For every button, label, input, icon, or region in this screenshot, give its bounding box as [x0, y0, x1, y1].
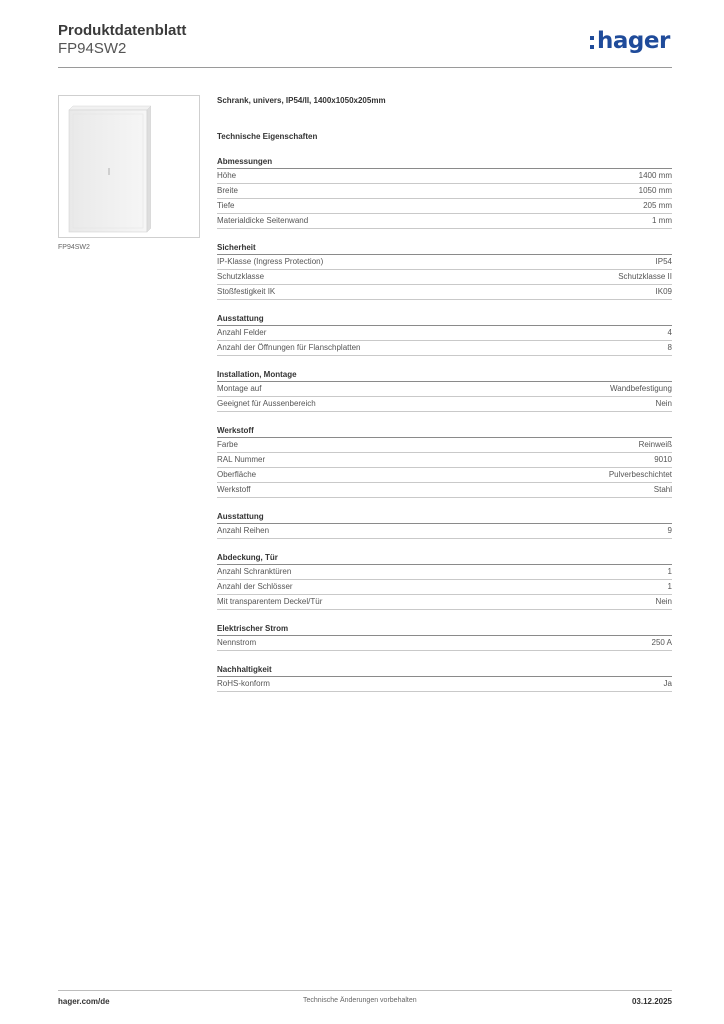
spec-group — [217, 313, 672, 356]
spec-group — [217, 664, 672, 692]
spec-label: Anzahl Reihen — [217, 526, 270, 535]
image-caption: FP94SW2 — [58, 244, 90, 251]
spec-value: Pulverbeschichtet — [608, 470, 672, 479]
footer-website: hager.com/de — [58, 997, 110, 1006]
spec-row — [217, 341, 672, 356]
spec-label: Höhe — [217, 171, 237, 180]
spec-group-title: Werkstoff — [217, 425, 672, 438]
spec-label: IP-Klasse (Ingress Protection) — [217, 257, 324, 266]
spec-label: Schutzklasse — [217, 272, 265, 281]
spec-label: Breite — [217, 186, 238, 195]
spec-label: Tiefe — [217, 201, 235, 210]
spec-row — [217, 199, 672, 214]
spec-value: Ja — [663, 679, 672, 688]
footer-date: 03.12.2025 — [631, 997, 672, 1006]
spec-group-title: Ausstattung — [217, 511, 672, 524]
spec-value: IK09 — [655, 287, 672, 296]
spec-row — [217, 580, 672, 595]
header-divider — [58, 67, 672, 68]
spec-row — [217, 326, 672, 341]
spec-row — [217, 565, 672, 580]
spec-row — [217, 438, 672, 453]
spec-value: 8 — [667, 343, 672, 352]
cabinet-illustration-icon — [67, 102, 151, 233]
spec-group-title: Abdeckung, Tür — [217, 552, 672, 565]
spec-value: 1050 mm — [638, 186, 672, 195]
hager-logo — [590, 28, 670, 54]
spec-row — [217, 468, 672, 483]
spec-group — [217, 369, 672, 412]
spec-value: 4 — [667, 328, 672, 337]
spec-label: Anzahl Felder — [217, 328, 267, 337]
spec-value: IP54 — [655, 257, 672, 266]
spec-row — [217, 270, 672, 285]
spec-value: Stahl — [653, 485, 672, 494]
spec-value: 9010 — [654, 455, 672, 464]
spec-group-title: Ausstattung — [217, 313, 672, 326]
spec-row — [217, 636, 672, 651]
spec-label: Mit transparentem Deckel/Tür — [217, 597, 323, 606]
spec-label: RoHS-konform — [217, 679, 270, 688]
spec-label: Nennstrom — [217, 638, 257, 647]
spec-label: Farbe — [217, 440, 238, 449]
spec-row — [217, 483, 672, 498]
spec-groups — [217, 156, 672, 692]
spec-value: Nein — [655, 399, 672, 408]
spec-group-title: Nachhaltigkeit — [217, 664, 672, 677]
spec-label: RAL Nummer — [217, 455, 266, 464]
spec-label: Materialdicke Seitenwand — [217, 216, 309, 225]
spec-group — [217, 156, 672, 229]
spec-group — [217, 425, 672, 498]
product-title: Schrank, univers, IP54/II, 1400x1050x205mm — [217, 96, 386, 105]
spec-row — [217, 214, 672, 229]
spec-row — [217, 677, 672, 692]
spec-label: Oberfläche — [217, 470, 257, 479]
spec-group — [217, 242, 672, 300]
spec-value: Wandbefestigung — [610, 384, 672, 393]
footer-note: Technische Änderungen vorbehalten — [303, 997, 417, 1004]
spec-value: 1 — [667, 582, 672, 591]
spec-row — [217, 382, 672, 397]
spec-group-title: Elektrischer Strom — [217, 623, 672, 636]
spec-label: Geeignet für Aussenbereich — [217, 399, 316, 408]
spec-row — [217, 453, 672, 468]
spec-row — [217, 255, 672, 270]
logo-dots-icon — [590, 36, 594, 49]
spec-row — [217, 397, 672, 412]
spec-value: Nein — [655, 597, 672, 606]
spec-group — [217, 623, 672, 651]
spec-label: Anzahl Schranktüren — [217, 567, 292, 576]
spec-value: 250 A — [651, 638, 672, 647]
spec-row — [217, 169, 672, 184]
spec-value: 205 mm — [643, 201, 672, 210]
spec-group — [217, 552, 672, 610]
spec-row — [217, 524, 672, 539]
spec-label: Anzahl der Öffnungen für Flanschplatten — [217, 343, 361, 352]
spec-value: 9 — [667, 526, 672, 535]
spec-value: Schutzklasse II — [618, 272, 672, 281]
spec-group-title: Installation, Montage — [217, 369, 672, 382]
spec-label: Stoßfestigkeit IK — [217, 287, 276, 296]
spec-group-title: Sicherheit — [217, 242, 672, 255]
spec-value: 1 — [667, 567, 672, 576]
page-title: Produktdatenblatt — [58, 22, 187, 39]
spec-label: Werkstoff — [217, 485, 251, 494]
spec-label: Montage auf — [217, 384, 262, 393]
spec-label: Anzahl der Schlösser — [217, 582, 293, 591]
product-image — [58, 95, 200, 238]
spec-content — [217, 95, 672, 692]
spec-row — [217, 285, 672, 300]
logo-text: hager — [597, 28, 670, 54]
spec-value: Reinweiß — [638, 440, 672, 449]
footer-divider — [58, 990, 672, 991]
product-code: FP94SW2 — [58, 40, 127, 57]
section-heading: Technische Eigenschaften — [217, 132, 318, 141]
spec-row — [217, 184, 672, 199]
spec-value: 1400 mm — [638, 171, 672, 180]
spec-value: 1 mm — [652, 216, 672, 225]
spec-group-title: Abmessungen — [217, 156, 672, 169]
spec-row — [217, 595, 672, 610]
spec-group — [217, 511, 672, 539]
